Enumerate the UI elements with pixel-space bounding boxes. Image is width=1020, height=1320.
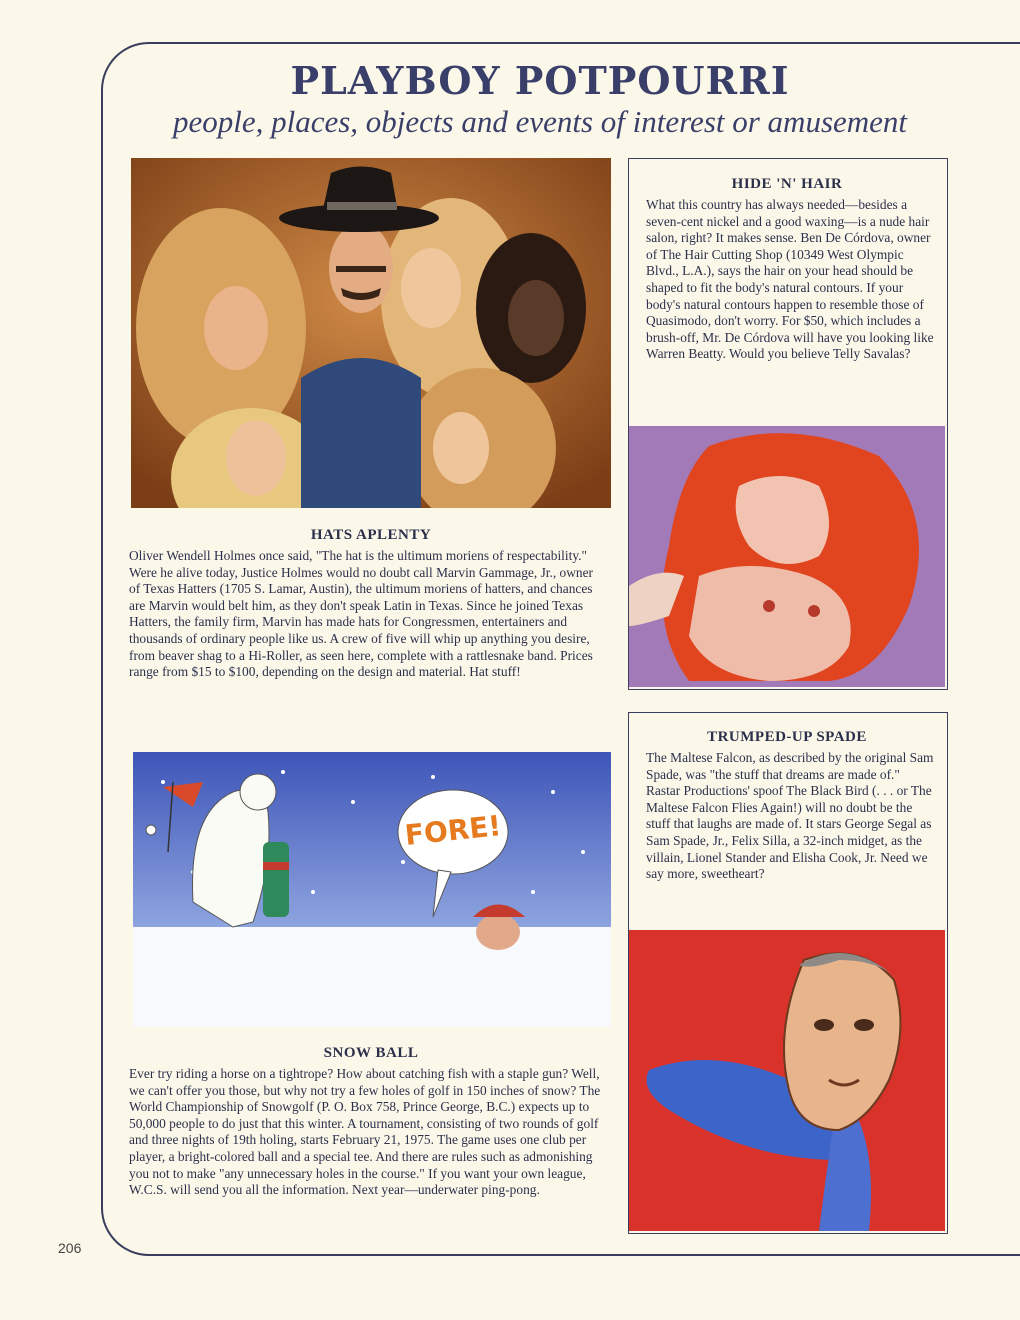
page-number: 206 <box>58 1240 82 1256</box>
snowgolf-illustration <box>133 752 611 1027</box>
hats-aplenty-body: Oliver Wendell Holmes once said, "The hat is the ultimum moriens of respectability." Were he alive today, Justice Holmes would no doubt call Marvin Gammage, Jr., owner of Texas Hatters (1705 S. Lamar, Austin), the ultimum moriens of hatters, and chances are Marvin would belt him, as they don't speak Latin in Texas. Since he joined Texas Hatters, the family firm, Marvin has made hats for Congressmen, entertainers and thousands of ordinary people like us. A crew of five will whip up anything you desire, from beaver shag to a Hi-Roller, as seen here, complete with a rattlesnake band. Prices range from $15 to $100, depending on the design and material. Hat stuff! <box>129 548 594 680</box>
snow-ball-body: Ever try riding a horse on a tightrope? How about catching fish with a staple gun? Well, we can't offer you those, but why not try a few holes of golf in 150 inches of snow? The World Championship of Snowgolf (P. O. Box 758, Prince George, B.C.) expects up to 50,000 people to do just that this winter. A tournament, consisting of two rounds of golf and three nights of 19th holing, starts February 21, 1975. The game uses one club per player, a bright-colored ball and a special tee. And there are rules such as admonishing you not to make "any unnecessary holes in the course." If you want your own league, W.C.S. will send you all the information. Next year—underwater ping-pong. <box>129 1066 601 1198</box>
trumped-up-spade-illustration <box>629 930 945 1231</box>
hats-photo <box>131 158 611 508</box>
trumped-up-spade-body: The Maltese Falcon, as described by the original Sam Spade, was "the stuff that dreams are made of." Rastar Productions' spoof The Black Bird (. . . or The Maltese Falcon Flies Again!) will no doubt be the stuff that laughs are made of. It stars George Segal as Sam Spade, Jr., Felix Silla, a 32-inch midget, as the villain, Lionel Stander and Elisha Cook, Jr. Need we say more, sweetheart? <box>646 750 934 882</box>
hide-n-hair-illustration <box>629 426 945 687</box>
hats-aplenty-heading: HATS APLENTY <box>310 527 432 543</box>
hide-n-hair-heading: HIDE 'N' HAIR <box>731 176 843 192</box>
trumped-up-spade-heading: TRUMPED-UP SPADE <box>707 729 867 745</box>
hide-n-hair-body: What this country has always needed—besides a seven-cent nickel and a good waxing—is a nude hair salon, right? It makes sense. Ben De Córdova, owner of The Hair Cutting Shop (10349 West Olympic Blvd., L.A.), says the hair on your head should be shaped to fit the body's natural contours. If your body's natural contours happen to resemble those of Quasimodo, don't worry. For $50, which includes a brush-off, Mr. De Córdova will have you looking like Warren Beatty. Would you believe Telly Savalas? <box>646 197 934 362</box>
page-subtitle: people, places, objects and events of interest or amusement <box>172 104 908 139</box>
page-title: PLAYBOY POTPOURRI <box>290 58 790 103</box>
snow-ball-heading: SNOW BALL <box>323 1045 419 1061</box>
fore-speech-text: FORE! <box>403 809 503 852</box>
